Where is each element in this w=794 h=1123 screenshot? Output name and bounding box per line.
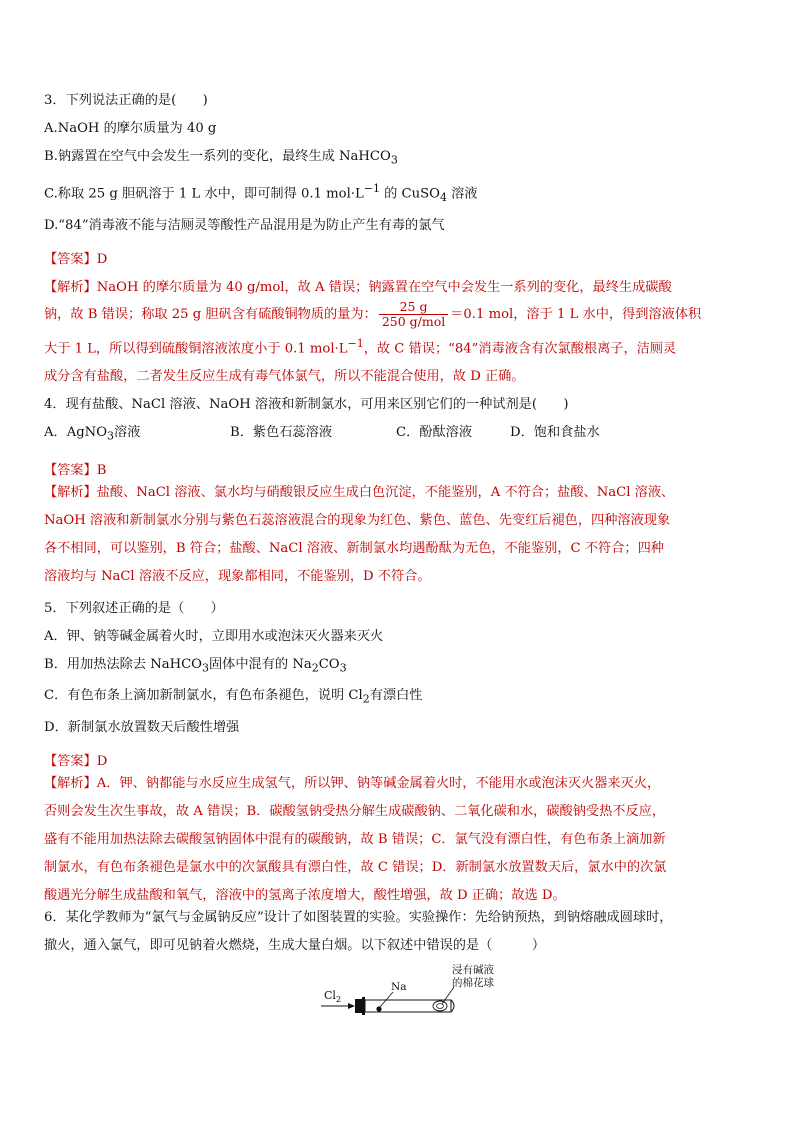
question-3-explanation-line: 成分含有盐酸，二者发生反应生成有毒气体氯气，所以不能混合使用，故 D 正确。 [44, 369, 525, 385]
question-4-explanation-line: 溶液均与 NaCl 溶液不反应，现象都相同，不能鉴别，D 不符合。 [44, 568, 431, 584]
question-5 [44, 600, 750, 737]
question-4-option-d: D．饱和食盐水 [510, 425, 600, 441]
question-3-option-b: B.钠露置在空气中会发生一系列的变化，最终生成 NaHCO$_3$ [44, 149, 398, 167]
question-5-explanation-line: 【解析】A．钾、钠都能与水反应生成氢气，所以钾、钠等碱金属着火时，不能用水或泡沫灭火器来灭火， [44, 775, 661, 791]
question-4-solution [44, 462, 750, 586]
question-3-solution [44, 251, 750, 386]
question-6 [44, 909, 750, 955]
cotton-label-line-2: 的棉花球 [452, 976, 494, 989]
question-5-solution [44, 753, 750, 905]
apparatus-diagram [44, 959, 750, 1049]
cl2-label: $Cl_2$ [324, 988, 342, 1004]
question-3-explanation-line: 大于 1 L，所以得到硫酸铜溶液浓度小于 0.1 $mol\cdot L^{-1}$，故 C 错误；“84”消毒液含有次氯酸根离子，洁厕灵 [44, 336, 677, 357]
stopper [355, 999, 362, 1013]
question-4-option-a: A．AgNO$_3$溶液 [44, 425, 141, 443]
question-5-option-d: D．新制氯水放置数天后酸性增强 [44, 719, 240, 735]
question-4-explanation-line: 【解析】盐酸、NaCl 溶液、氯水均与硝酸银反应生成白色沉淀，不能鉴别，A 不符合；盐酸、NaCl 溶液、 [44, 484, 675, 500]
sodium-ball [376, 1006, 381, 1011]
question-5-explanation-line: 酸遇光分解生成盐酸和氧气，溶液中的氢离子浓度增大，酸性增强，故 D 正确；故选 D。 [44, 887, 566, 903]
cotton-ball-inner [437, 1004, 444, 1009]
question-3-stem: 3．下列说法正确的是( ) [44, 93, 208, 108]
question-5-option-a: A．钾、钠等碱金属着火时，立即用水或泡沫灭火器来灭火 [44, 628, 384, 644]
question-3-answer: 【答案】D [44, 251, 108, 267]
question-3 [44, 92, 750, 235]
question-5-explanation-line: 否则会发生次生事故，故 A 错误；B．碳酸氢钠受热分解生成碳酸钠、二氧化碳和水，碳酸钠受热不反应， [44, 803, 666, 819]
question-5-explanation-line: 盛有不能用加热法除去碳酸氢钠固体中混有的碳酸钠，故 B 错误；C．氯气没有漂白性，有色布条上滴加新 [44, 831, 666, 847]
question-6-stem-line: 6．某化学教师为“氯气与金属钠反应”设计了如图装置的实验。实验操作：先给钠预热，到钠熔融成圆球时， [44, 909, 673, 925]
worksheet-page [44, 92, 750, 1049]
apparatus-figure [44, 959, 750, 1049]
question-5-answer: 【答案】D [44, 753, 108, 769]
question-3-explanation-line: 钠，故 B 错误；称取 25 g 胆矾含有硫酸铜物质的量为： $\frac{25 g}{\text{250 g/mol}}$ ＝0.1 mol，溶于 1 L 水中，得到溶液体积 [44, 298, 702, 329]
fraction: $\frac{25 g}{\text{250 g/mol}}$ [379, 300, 448, 329]
question-3-explanation-line: 【解析】NaOH 的摩尔质量为 40 g/mol，故 A 错误；钠露置在空气中会发生一系列的变化，最终生成碳酸 [44, 279, 672, 295]
question-4-explanation-line: NaOH 溶液和新制氯水分别与紫色石蕊溶液混合的现象为红色、紫色、蓝色、先变红后褪色，四种溶液现象 [44, 512, 671, 528]
question-5-option-b: B．用加热法除去 NaHCO$_3$固体中混有的 $Na_2CO_3$ [44, 656, 347, 675]
question-4-explanation-line: 各不相同，可以鉴别，B 符合；盐酸、NaCl 溶液、新制氯水均遇酚酞为无色，不能鉴别，C 不符合；四种 [44, 540, 664, 556]
question-4-stem: 4．现有盐酸、NaCl 溶液、NaOH 溶液和新制氯水，可用来区别它们的一种试剂是( ) [44, 397, 569, 413]
question-5-explanation-line: 制氯水，有色布条褪色是氯水中的次氯酸具有漂白性，故 C 错误；D．新制氯水放置数天后，氯水中的次氯 [44, 859, 667, 875]
question-3-option-c: C.称取 25 g 胆矾溶于 1 L 水中，即可制得 0.1 $mol\cdot L^{-1}$ 的 CuSO$_4$ 溶液 [44, 181, 478, 204]
question-5-option-c: C．有色布条上滴加新制氯水，有色布条褪色，说明 $Cl_2$有漂白性 [44, 688, 423, 706]
question-4-options [44, 424, 750, 446]
question-4-answer: 【答案】B [44, 462, 107, 478]
question-5-stem: 5．下列叙述正确的是（ ） [44, 600, 224, 616]
sodium-label: Na [391, 980, 407, 993]
question-6-stem-line: 撤火，通入氯气，即可见钠着火燃烧，生成大量白烟。以下叙述中错误的是（ ） [44, 937, 546, 953]
question-4 [44, 396, 750, 446]
question-3-option-a: A.NaOH 的摩尔质量为 40 g [44, 121, 217, 136]
question-3-option-d: D.“84”消毒液不能与洁厕灵等酸性产品混用是为防止产生有毒的氯气 [44, 217, 445, 233]
question-4-option-b: B．紫色石蕊溶液 [230, 425, 333, 441]
cotton-ball [433, 1001, 447, 1011]
arrow-head-icon [348, 1003, 355, 1009]
question-4-option-c: C．酚酞溶液 [396, 425, 473, 441]
cotton-label-line-1: 浸有碱液 [452, 963, 494, 976]
